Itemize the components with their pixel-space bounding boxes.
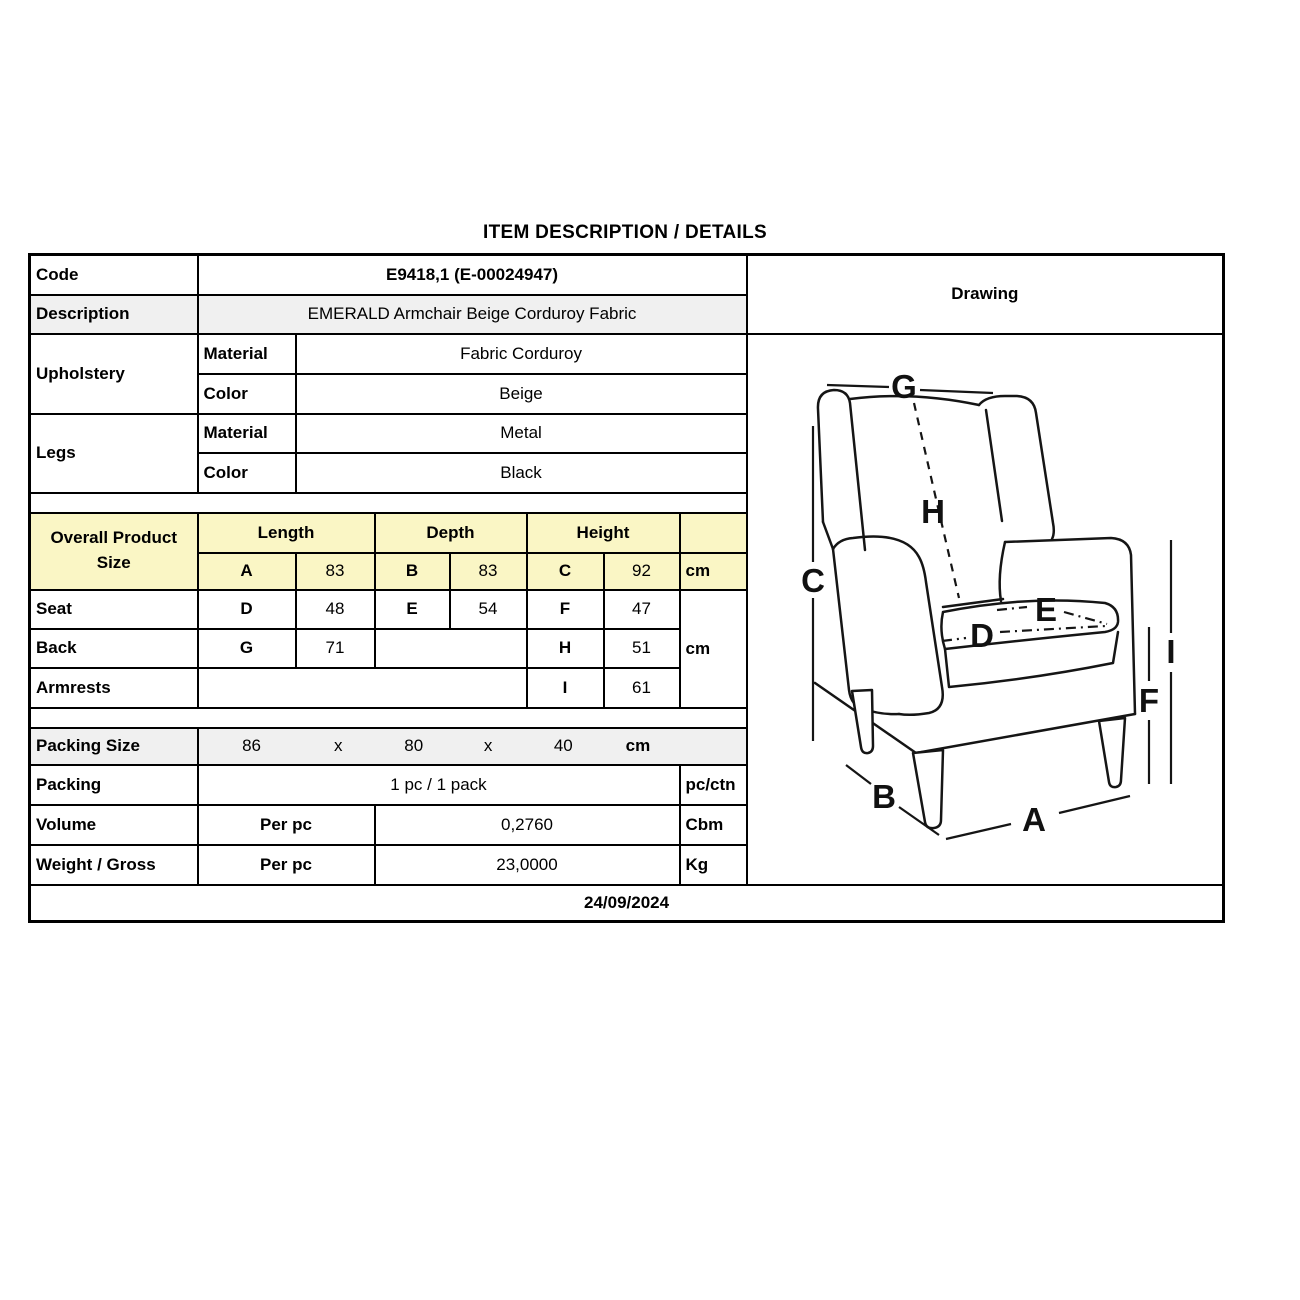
legs-material-label: Material bbox=[198, 414, 296, 453]
back-height-value: 51 bbox=[604, 629, 680, 668]
packing-size-x2: x bbox=[483, 736, 493, 755]
seat-depth-value: 54 bbox=[450, 590, 527, 629]
volume-unit: Cbm bbox=[680, 805, 747, 845]
size-header-unit-cell bbox=[680, 513, 747, 553]
spacer-row bbox=[30, 493, 747, 513]
volume-label: Volume bbox=[30, 805, 198, 845]
spacer-row bbox=[30, 708, 747, 728]
height-header: Height bbox=[527, 513, 680, 553]
upholstery-label: Upholstery bbox=[30, 334, 198, 414]
chair-right-arm-front bbox=[999, 542, 1004, 601]
seat-depth-key: E bbox=[375, 590, 450, 629]
packing-size-label: Packing Size bbox=[30, 728, 198, 765]
overall-unit: cm bbox=[680, 553, 747, 590]
packing-size-unit: cm bbox=[625, 736, 651, 755]
armrests-height-value: 61 bbox=[604, 668, 680, 708]
dim-label-d: D bbox=[969, 616, 994, 654]
weight-value: 23,0000 bbox=[375, 845, 680, 885]
armrests-empty bbox=[198, 668, 527, 708]
back-label: Back bbox=[30, 629, 198, 668]
description-value: EMERALD Armchair Beige Corduroy Fabric bbox=[198, 295, 747, 334]
seat-length-key: D bbox=[198, 590, 296, 629]
item-details-table bbox=[28, 253, 1225, 923]
size-unit: cm bbox=[680, 590, 747, 708]
page-title: ITEM DESCRIPTION / DETAILS bbox=[482, 222, 767, 243]
date-stamp: 24/09/2024 bbox=[30, 885, 1224, 922]
upholstery-material-value: Fabric Corduroy bbox=[296, 334, 747, 374]
chair-seat-cushion bbox=[941, 600, 1118, 649]
overall-height-value: 92 bbox=[604, 553, 680, 590]
dim-label-f: F bbox=[1138, 681, 1159, 719]
chair-right-wing-inner bbox=[986, 410, 1002, 521]
overall-product-size-label: Overall Product Size bbox=[30, 513, 198, 590]
legs-color-value: Black bbox=[296, 453, 747, 493]
armrests-label: Armrests bbox=[30, 668, 198, 708]
upholstery-material-label: Material bbox=[198, 334, 296, 374]
chair-right-wing-outer bbox=[979, 396, 1054, 539]
overall-height-key: C bbox=[527, 553, 604, 590]
armchair-drawing bbox=[753, 335, 1224, 880]
upholstery-color-label: Color bbox=[198, 374, 296, 414]
dim-label-g: G bbox=[890, 367, 917, 405]
chair-leg-front-left bbox=[913, 750, 943, 828]
overall-length-key: A bbox=[198, 553, 296, 590]
packing-size-height: 40 bbox=[553, 736, 573, 755]
armrests-height-key: I bbox=[527, 668, 604, 708]
back-depth-empty bbox=[375, 629, 527, 668]
chair-leg-back-left bbox=[852, 690, 873, 753]
seat-height-key: F bbox=[527, 590, 604, 629]
overall-depth-key: B bbox=[375, 553, 450, 590]
dim-label-h: H bbox=[920, 492, 945, 530]
chair-leg-front-right bbox=[1099, 718, 1125, 787]
packing-value: 1 pc / 1 pack bbox=[198, 765, 680, 805]
seat-height-value: 47 bbox=[604, 590, 680, 629]
depth-header: Depth bbox=[375, 513, 527, 553]
seat-length-value: 48 bbox=[296, 590, 375, 629]
packing-size-x1: x bbox=[334, 736, 343, 755]
weight-unit: Kg bbox=[680, 845, 747, 885]
weight-per-pc: Per pc bbox=[198, 845, 375, 885]
weight-label: Weight / Gross bbox=[30, 845, 198, 885]
dim-label-c: C bbox=[800, 561, 825, 599]
packing-size-length: 86 bbox=[242, 736, 262, 755]
code-value: E9418,1 (E-00024947) bbox=[198, 255, 747, 295]
code-label: Code bbox=[30, 255, 198, 295]
back-height-key: H bbox=[527, 629, 604, 668]
packing-size-values bbox=[198, 728, 747, 765]
dim-label-b: B bbox=[871, 777, 896, 815]
back-length-key: G bbox=[198, 629, 296, 668]
drawing-cell bbox=[747, 334, 1224, 885]
overall-length-value: 83 bbox=[296, 553, 375, 590]
legs-color-label: Color bbox=[198, 453, 296, 493]
dim-label-e: E bbox=[1034, 590, 1057, 628]
dim-label-a: A bbox=[1021, 800, 1046, 838]
dim-label-i: I bbox=[1165, 632, 1176, 670]
legs-material-value: Metal bbox=[296, 414, 747, 453]
volume-value: 0,2760 bbox=[375, 805, 680, 845]
upholstery-color-value: Beige bbox=[296, 374, 747, 414]
legs-label: Legs bbox=[30, 414, 198, 493]
volume-per-pc: Per pc bbox=[198, 805, 375, 845]
drawing-header: Drawing bbox=[747, 255, 1224, 334]
packing-size-width: 80 bbox=[404, 736, 424, 755]
seat-label: Seat bbox=[30, 590, 198, 629]
description-label: Description bbox=[30, 295, 198, 334]
overall-depth-value: 83 bbox=[450, 553, 527, 590]
packing-label: Packing bbox=[30, 765, 198, 805]
length-header: Length bbox=[198, 513, 375, 553]
back-length-value: 71 bbox=[296, 629, 375, 668]
chair-left-edge bbox=[823, 522, 833, 549]
packing-unit: pc/ctn bbox=[680, 765, 747, 805]
